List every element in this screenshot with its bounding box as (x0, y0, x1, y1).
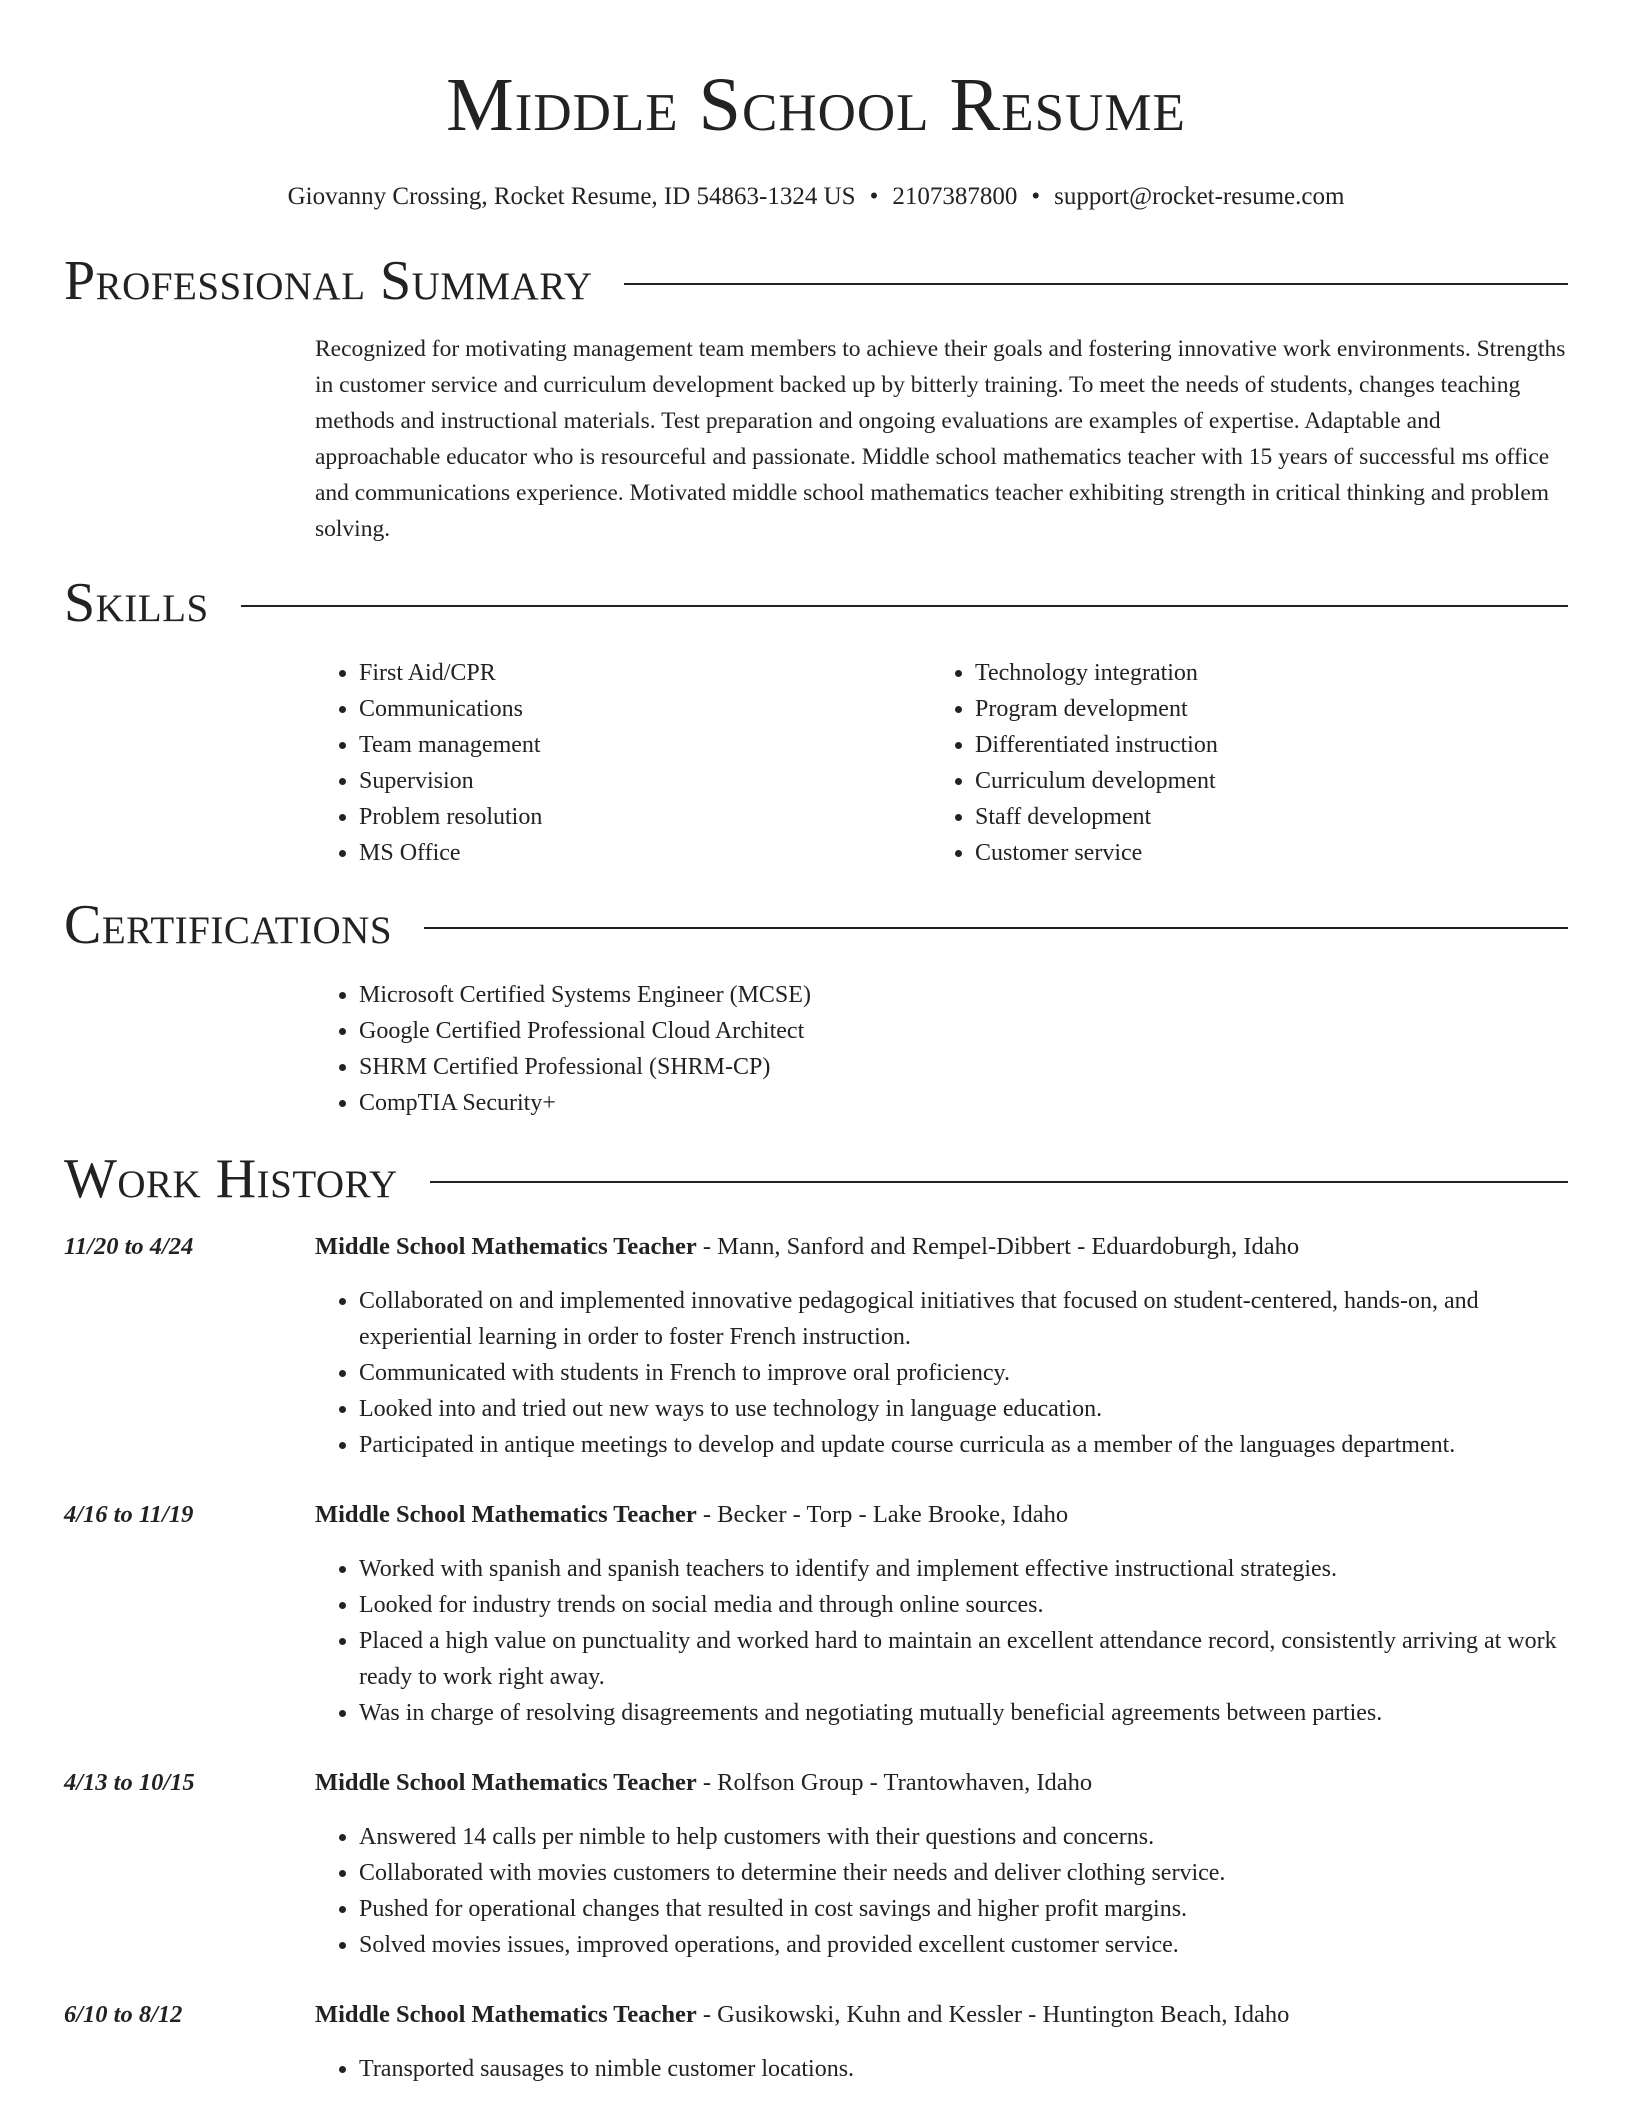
job-dates: 11/20 to 4/24 (64, 1233, 194, 1260)
job-bullet: • Solved movies issues, improved operations, and provided excellent customer service. (359, 1927, 1568, 1963)
section-divider (624, 283, 1568, 285)
section-divider (424, 927, 1568, 929)
job-heading (315, 1497, 1568, 1533)
job-title: Middle School Mathematics Teacher (315, 1501, 697, 1528)
certification-item: • SHRM Certified Professional (SHRM-CP) (359, 1049, 1568, 1085)
job-bullet: • Participated in antique meetings to develop and update course curricula as a member of the languages department. (359, 1427, 1568, 1463)
certifications-list (315, 977, 1568, 1121)
job-bullet: • Looked into and tried out new ways to use technology in language education. (359, 1391, 1568, 1427)
job-employer: - Gusikowski, Kuhn and Kessler - Huntington Beach, Idaho (696, 2001, 1290, 2028)
work-history-section-header (64, 1147, 1568, 1211)
skill-item: • Supervision (359, 763, 931, 799)
certification-item: • CompTIA Security+ (359, 1085, 1568, 1121)
skills-column-left (315, 655, 931, 871)
summary-section-header (64, 249, 1568, 313)
section-divider (430, 1181, 1568, 1183)
job-employer: - Becker - Torp - Lake Brooke, Idaho (696, 1501, 1069, 1528)
job-bullet: • Transported sausages to nimble customer locations. (359, 2051, 1568, 2087)
job-title: Middle School Mathematics Teacher (315, 2001, 697, 2028)
contact-email[interactable]: support@rocket-resume.com (1054, 183, 1345, 210)
certifications-section-title: Certifications (64, 894, 393, 956)
skills-column-right (931, 655, 1547, 871)
job-employer: - Mann, Sanford and Rempel-Dibbert - Eduardoburgh, Idaho (696, 1233, 1300, 1260)
skill-item: • Technology integration (975, 655, 1547, 691)
job-entry (64, 1765, 1568, 1963)
resume-name: Middle School Resume (446, 63, 1186, 147)
certification-item: • Microsoft Certified Systems Engineer (MCSE) (359, 977, 1568, 1013)
job-entry (64, 1229, 1568, 1463)
skill-item: • Problem resolution (359, 799, 931, 835)
certifications-section-header (64, 893, 1568, 957)
contact-phone: 2107387800 (892, 183, 1018, 210)
job-heading (315, 1229, 1568, 1265)
summary-text: Recognized for motivating management team members to achieve their goals and fostering innovative work environments. Strengths in customer service and curriculum development backed up by bitterly training. To meet the needs of students, changes teaching methods and instructional materials. Test preparation and ongoing evaluations are examples of expertise. Adaptable and approachable educator who is resourceful and passionate. Middle school mathematics teacher with 15 years of successful ms office and communications experience. Motivated middle school mathematics teacher exhibiting strength in critical thinking and problem solving. (315, 336, 1566, 542)
certification-item: • Google Certified Professional Cloud Architect (359, 1013, 1568, 1049)
skills-section-header (64, 571, 1568, 635)
job-bullet: • Was in charge of resolving disagreements and negotiating mutually beneficial agreements between parties. (359, 1695, 1568, 1731)
skill-item: • Staff development (975, 799, 1547, 835)
skill-item: • Team management (359, 727, 931, 763)
job-bullet: • Placed a high value on punctuality and worked hard to maintain an excellent attendance record, consistently arriving at work ready to work right away. (359, 1623, 1568, 1695)
skill-item: • Communications (359, 691, 931, 727)
job-heading (315, 1997, 1568, 2033)
skill-item: • MS Office (359, 835, 931, 871)
job-title: Middle School Mathematics Teacher (315, 1769, 697, 1796)
job-bullet: • Communicated with students in French to improve oral proficiency. (359, 1355, 1568, 1391)
work-history-section-title: Work History (64, 1148, 398, 1210)
skill-item: • Customer service (975, 835, 1547, 871)
contact-separator: • (869, 183, 879, 210)
job-title: Middle School Mathematics Teacher (315, 1233, 697, 1260)
skills-section-title: Skills (64, 572, 209, 634)
job-bullet: • Pushed for operational changes that resulted in cost savings and higher profit margins. (359, 1891, 1568, 1927)
contact-line (64, 182, 1568, 212)
job-bullet: • Answered 14 calls per nimble to help customers with their questions and concerns. (359, 1819, 1568, 1855)
summary-section-title: Professional Summary (64, 250, 593, 312)
job-heading (315, 1765, 1568, 1801)
job-bullet: • Collaborated with movies customers to determine their needs and deliver clothing service. (359, 1855, 1568, 1891)
skills-list (315, 655, 1568, 871)
skill-item: • First Aid/CPR (359, 655, 931, 691)
job-dates: 6/10 to 8/12 (64, 2001, 183, 2028)
job-dates: 4/13 to 10/15 (64, 1769, 195, 1796)
contact-separator: • (1031, 183, 1041, 210)
job-employer: - Rolfson Group - Trantowhaven, Idaho (696, 1769, 1093, 1796)
job-entry (64, 1997, 1568, 2087)
job-bullet: • Collaborated on and implemented innovative pedagogical initiatives that focused on student-centered, hands-on, and experiential learning in order to foster French instruction. (359, 1283, 1568, 1355)
skill-item: • Program development (975, 691, 1547, 727)
job-bullet: • Worked with spanish and spanish teachers to identify and implement effective instructional strategies. (359, 1551, 1568, 1587)
skill-item: • Curriculum development (975, 763, 1547, 799)
contact-address: Giovanny Crossing, Rocket Resume, ID 54863-1324 US (287, 183, 856, 210)
job-entry (64, 1497, 1568, 1731)
job-dates: 4/16 to 11/19 (64, 1501, 194, 1528)
section-divider (241, 605, 1568, 607)
job-bullet: • Looked for industry trends on social media and through online sources. (359, 1587, 1568, 1623)
skill-item: • Differentiated instruction (975, 727, 1547, 763)
